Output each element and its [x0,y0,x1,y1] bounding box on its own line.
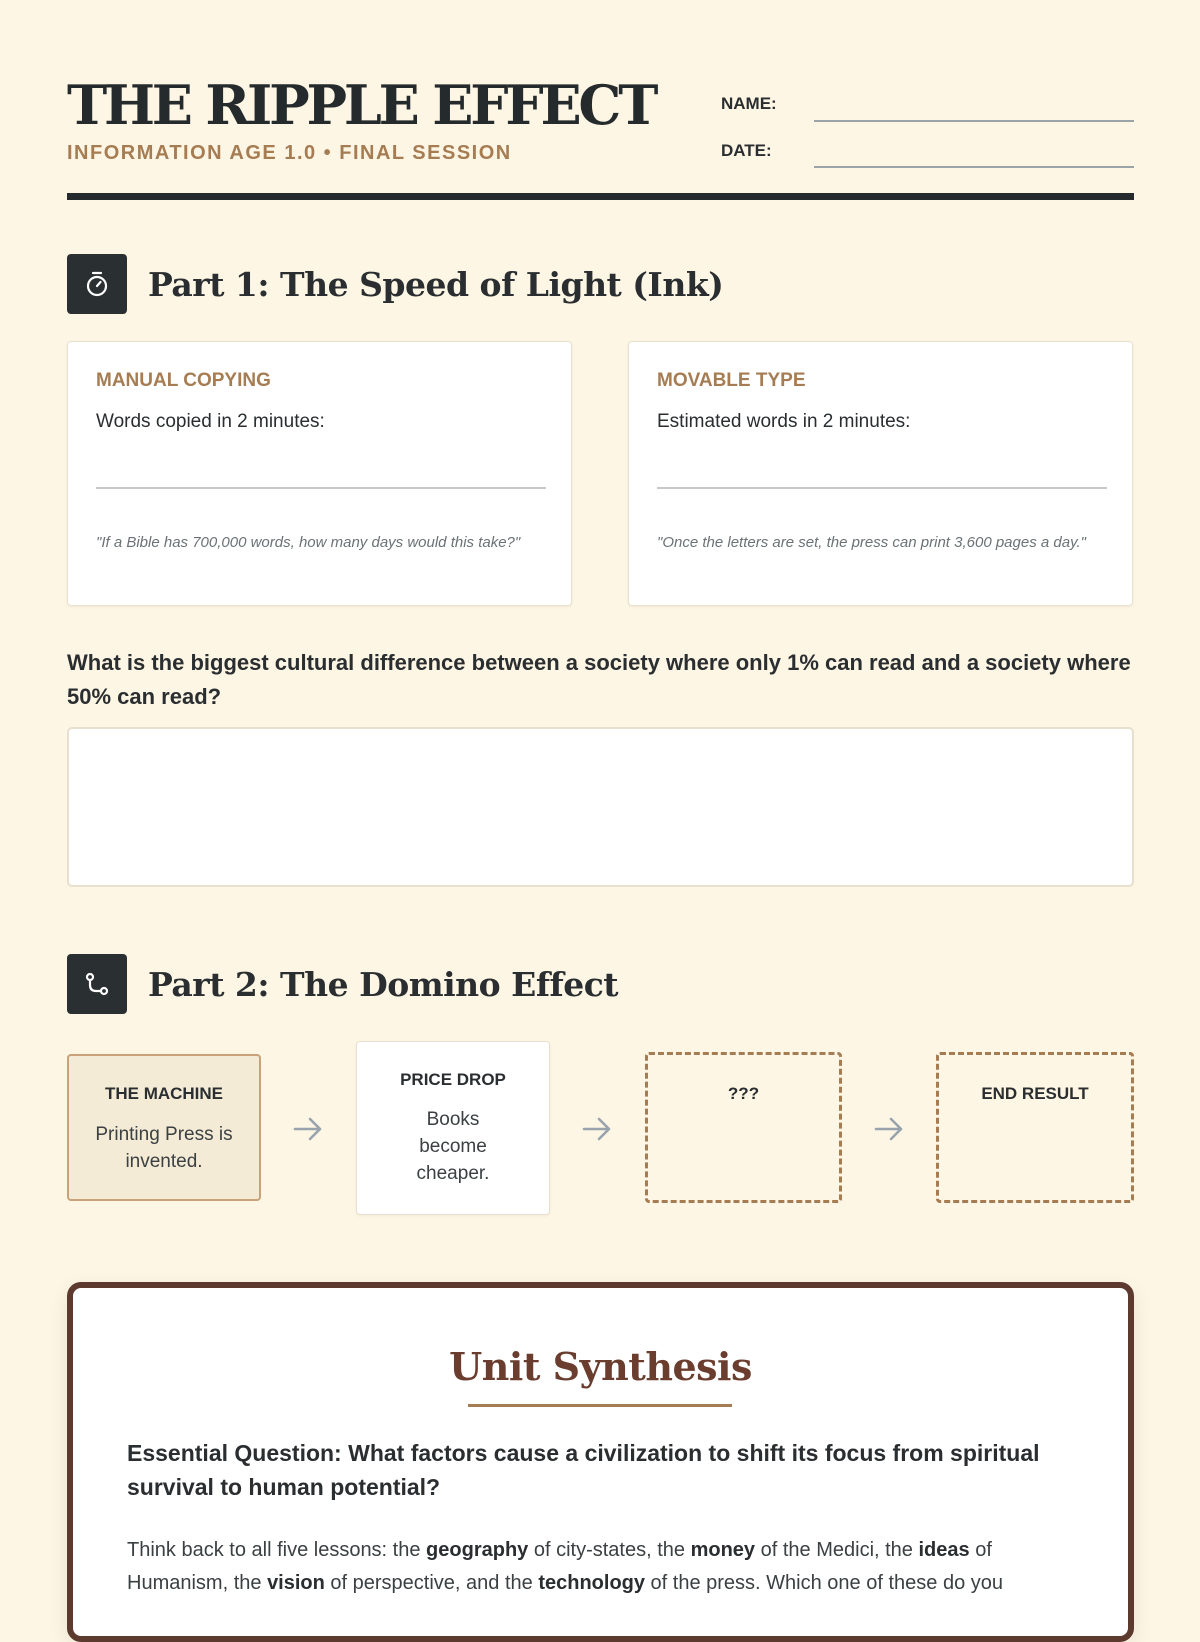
body-keyword: ideas [918,1539,970,1561]
card-prompt: Estimated words in 2 minutes: [657,411,911,432]
part1-heading [67,254,723,314]
question-text: difference between a society where only 1% can read and a society where 50% can read? [67,650,1131,709]
body-text: Think back to all five lessons: the [127,1539,427,1561]
flow-step-title: END RESULT [981,1084,1089,1103]
unit-synthesis-panel [67,1282,1134,1642]
arrow-right-icon [581,1113,613,1145]
body-text: of city-states, the [528,1539,691,1561]
flow-step-text: Printing Press is invented. [95,1124,233,1172]
body-keyword: technology [538,1572,645,1594]
manual-words-field[interactable] [96,487,546,489]
body-text: of perspective, and the [324,1572,539,1594]
worksheet-subtitle: INFORMATION AGE 1.0 • FINAL SESSION [67,142,512,164]
literacy-question [67,646,1134,714]
worksheet-header [67,0,1134,200]
flow-step-title: PRICE DROP [400,1070,506,1089]
card-quote: "Once the letters are set, the press can print 3,600 pages a day." [657,534,1086,551]
stopwatch-icon [67,254,127,314]
flow-step-text: Books become cheaper. [416,1109,490,1184]
essential-question: Essential Question: What factors cause a civilization to shift its focus from spiritual survival to human potential? [127,1440,1040,1500]
worksheet-page [67,0,1134,1594]
route-icon [67,954,127,1014]
body-keyword: money [690,1539,756,1561]
synthesis-body [127,1534,1087,1600]
body-keyword: geography [426,1539,529,1561]
body-text: of Humanism, the [127,1539,992,1594]
card-label: MANUAL COPYING [96,370,271,391]
question-text: What is the biggest [67,650,275,675]
flow-step-end-result[interactable] [936,1052,1134,1203]
worksheet-title: THE RIPPLE EFFECT [67,73,656,137]
part1-title: Part 1: The Speed of Light (Ink) [148,264,724,304]
movable-type-card [628,341,1133,606]
arrow-right-icon [873,1113,905,1145]
movable-type-words-field[interactable] [657,487,1107,489]
name-field[interactable] [814,98,1134,122]
card-label: MOVABLE TYPE [657,370,806,391]
part2-heading [67,954,618,1014]
body-keyword: vision [267,1572,325,1594]
body-text: of the press. Which one of these do you [645,1572,1003,1594]
question-emphasis: cultural [274,650,355,675]
flow-step-machine [67,1054,261,1201]
flow-step-unknown[interactable] [645,1052,842,1203]
date-field[interactable] [814,144,1134,168]
body-text: of the Medici, the [755,1539,919,1561]
name-label: NAME: [721,94,777,113]
literacy-answer-box[interactable] [67,727,1134,887]
manual-copying-card [67,341,572,606]
flow-step-title: THE MACHINE [104,1084,224,1103]
synthesis-title-underline [468,1404,732,1407]
header-divider [67,193,1134,200]
part2-title: Part 2: The Domino Effect [148,964,619,1004]
arrow-right-icon [292,1113,324,1145]
date-label: DATE: [721,141,772,160]
flow-step-price-drop [356,1041,550,1215]
card-quote: "If a Bible has 700,000 words, how many days would this take?" [96,534,521,551]
card-prompt: Words copied in 2 minutes: [96,411,325,432]
flow-step-title: ??? [727,1084,760,1103]
synthesis-title: Unit Synthesis [449,1344,752,1389]
